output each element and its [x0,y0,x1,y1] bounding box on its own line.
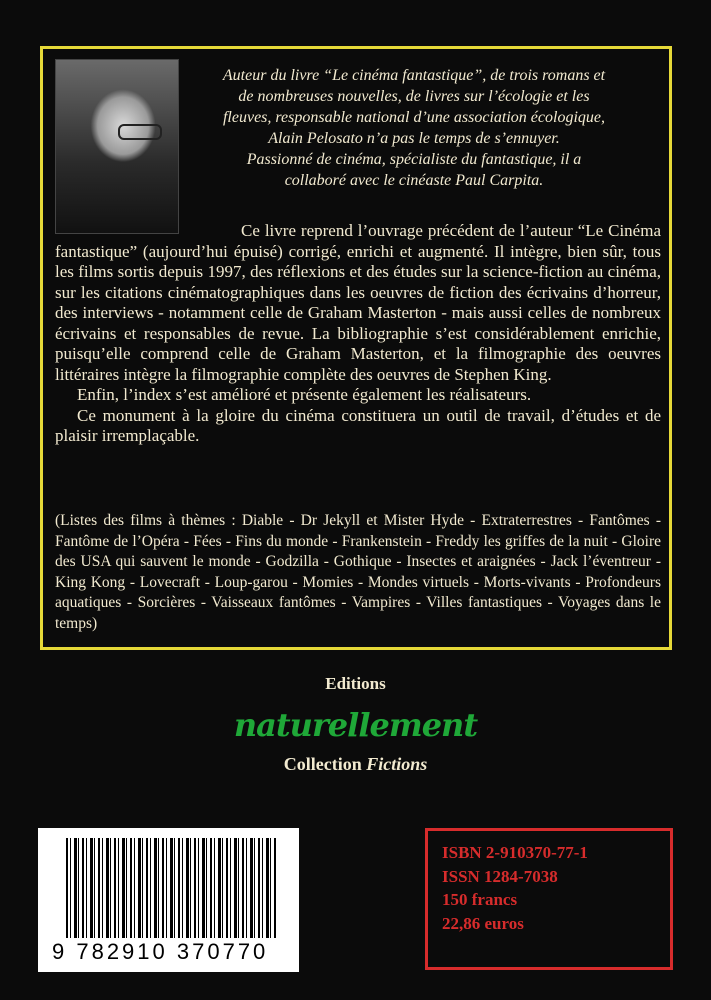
bio-line: Auteur du livre “Le cinéma fantastique”, de trois romans et [222,67,606,84]
bio-line: collaboré avec le cinéaste Paul Carpita. [284,172,544,189]
collection-label [0,754,711,775]
description-paragraph: Ce livre reprend l’ouvrage précédent de l’auteur “Le Cinéma fantastique” (aujourd’hui épuisé) corrigé, enrichi et augmenté. Il intègre, bien sûr, tous les films sortis depuis 1997, des réflexions et des études sur la science-fiction au cinéma, sur les citations cinématographiques dans les oeuvres de fiction des écrivains d’horreur, des interviews - notamment celle de Graham Masterton - mais aussi celles de nombreux écrivains et responsables de revue. La bibliographie s’est considérablement enrichie, puisqu’elle comprend celle de Graham Masterton, et la filmographie des oeuvres littéraires intègre la filmographie complète des oeuvres de Stephen King. [55,221,661,384]
barcode-icon [66,838,276,938]
themes-list: (Listes des films à thèmes : Diable - Dr Jekyll et Mister Hyde - Extraterrestres - Fantômes - Fantôme de l’Opéra - Fées - Fins du monde - Frankenstein - Freddy les griffes de la nuit - Gloire des USA qui sauvent le monde - Godzilla - Gothique - Insectes et araignées - Jack l’éventreur - King Kong - Lovecraft - Loup-garou - Momies - Mondes virtuels - Morts-vivants - Profondeurs aquatiques - Sorcières - Vaisseaux fantômes - Vampires - Villes fantastiques - Voyages dans le temps) [55,512,661,632]
issn: ISSN 1284-7038 [442,866,558,886]
bio-line: Passionné de cinéma, spécialiste du fantastique, il a [246,151,582,168]
publisher-block [0,674,711,775]
price-francs: 150 francs [442,890,518,909]
barcode-number: 9 782910 370770 [52,939,269,964]
publisher-logo: naturellement [233,706,478,744]
bio-line: de nombreuses nouvelles, de livres sur l’écologie et les [238,88,590,105]
bio-line: Alain Pelosato n’a pas le temps de s’ennuyer. [268,130,560,147]
text-frame [40,46,672,650]
monument-paragraph: Ce monument à la gloire du cinéma constituera un outil de travail, d’études et de plaisir irremplaçable. [55,405,661,445]
editions-label: Editions [325,674,386,693]
author-photo [55,59,179,234]
book-description [55,221,661,447]
price-euros: 22,86 euros [442,913,524,933]
bio-line: fleuves, responsable national d’une association écologique, [222,109,605,126]
barcode-box [38,828,299,972]
glasses-shape [118,124,162,140]
price-info-box [425,828,673,970]
collection-name: Fictions [366,754,428,774]
collection-prefix: Collection [283,754,362,774]
author-bio [189,65,639,191]
isbn: ISBN 2-910370-77-1 [442,843,588,862]
index-paragraph: Enfin, l’index s’est amélioré et présente également les réalisateurs. [77,385,532,404]
